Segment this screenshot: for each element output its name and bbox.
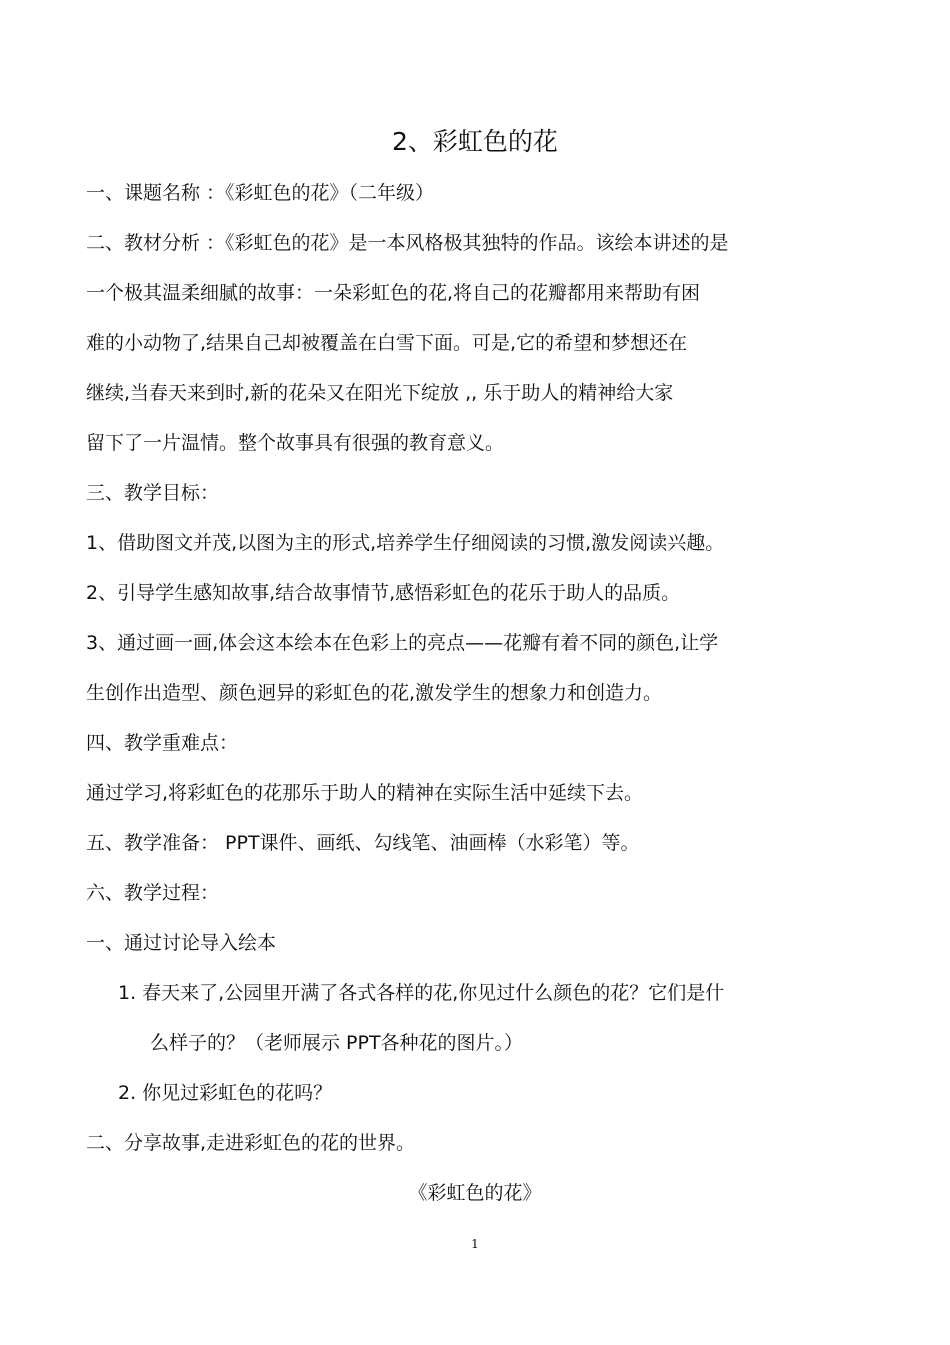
key-points-heading: 四、教学重难点： — [86, 732, 239, 754]
material-analysis-line-5: 留下了一片温情。整个故事具有很强的教育意义。 — [86, 432, 505, 454]
goal-1-line: 1、借助图文并茂,以图为主的形式,培养学生仔细阅读的习惯,激发阅读兴趣。 — [86, 532, 725, 554]
section-2-heading: 二、分享故事,走进彩虹色的花的世界。 — [86, 1132, 416, 1154]
goal-2-line: 2、引导学生感知故事,结合故事情节,感悟彩虹色的花乐于助人的品质。 — [86, 582, 681, 604]
material-analysis-line-1: 二、教材分析 ：《彩虹色的花》是一本风格极其独特的作品。该绘本讲述的是 — [86, 232, 729, 254]
process-heading: 六、教学过程： — [86, 882, 220, 904]
material-analysis-line-3: 难的小动物了,结果自己却被覆盖在白雪下面。可是,它的希望和梦想还在 — [86, 332, 688, 354]
list-item-2: 2. 你见过彩虹色的花吗？ — [118, 1082, 333, 1104]
material-analysis-line-4: 继续,当春天来到时,新的花朵又在阳光下绽放 ,, 乐于助人的精神给大家 — [86, 382, 674, 404]
teaching-goals-heading: 三、教学目标： — [86, 482, 220, 504]
story-title: 《彩虹色的花》 — [408, 1182, 542, 1204]
list-item-1-line-1: 1. 春天来了,公园里开满了各式各样的花,你见过什么颜色的花？它们是什 — [118, 982, 725, 1004]
key-points-line: 通过学习,将彩虹色的花那乐于助人的精神在实际生活中延续下去。 — [86, 782, 644, 804]
list-item-1-line-2: 么样子的？（老师展示 PPT各种花的图片。） — [150, 1032, 524, 1054]
page-title: 2、彩虹色的花 — [392, 127, 558, 156]
goal-3-line-1: 3、通过画一画,体会这本绘本在色彩上的亮点——花瓣有着不同的颜色,让学 — [86, 632, 719, 654]
goal-3-line-2: 生创作出造型、颜色迥异的彩虹色的花,激发学生的想象力和创造力。 — [86, 682, 663, 704]
section-1-heading: 一、通过讨论导入绘本 — [86, 932, 277, 954]
page-number: 1 — [471, 1237, 479, 1251]
material-analysis-line-2: 一个极其温柔细腻的故事：一朵彩虹色的花,将自己的花瓣都用来帮助有困 — [86, 282, 701, 304]
preparation-line: 五、教学准备： PPT课件、画纸、勾线笔、油画棒（水彩笔）等。 — [86, 832, 640, 854]
topic-name-line: 一、课题名称 ：《彩虹色的花》（二年级） — [86, 182, 435, 204]
